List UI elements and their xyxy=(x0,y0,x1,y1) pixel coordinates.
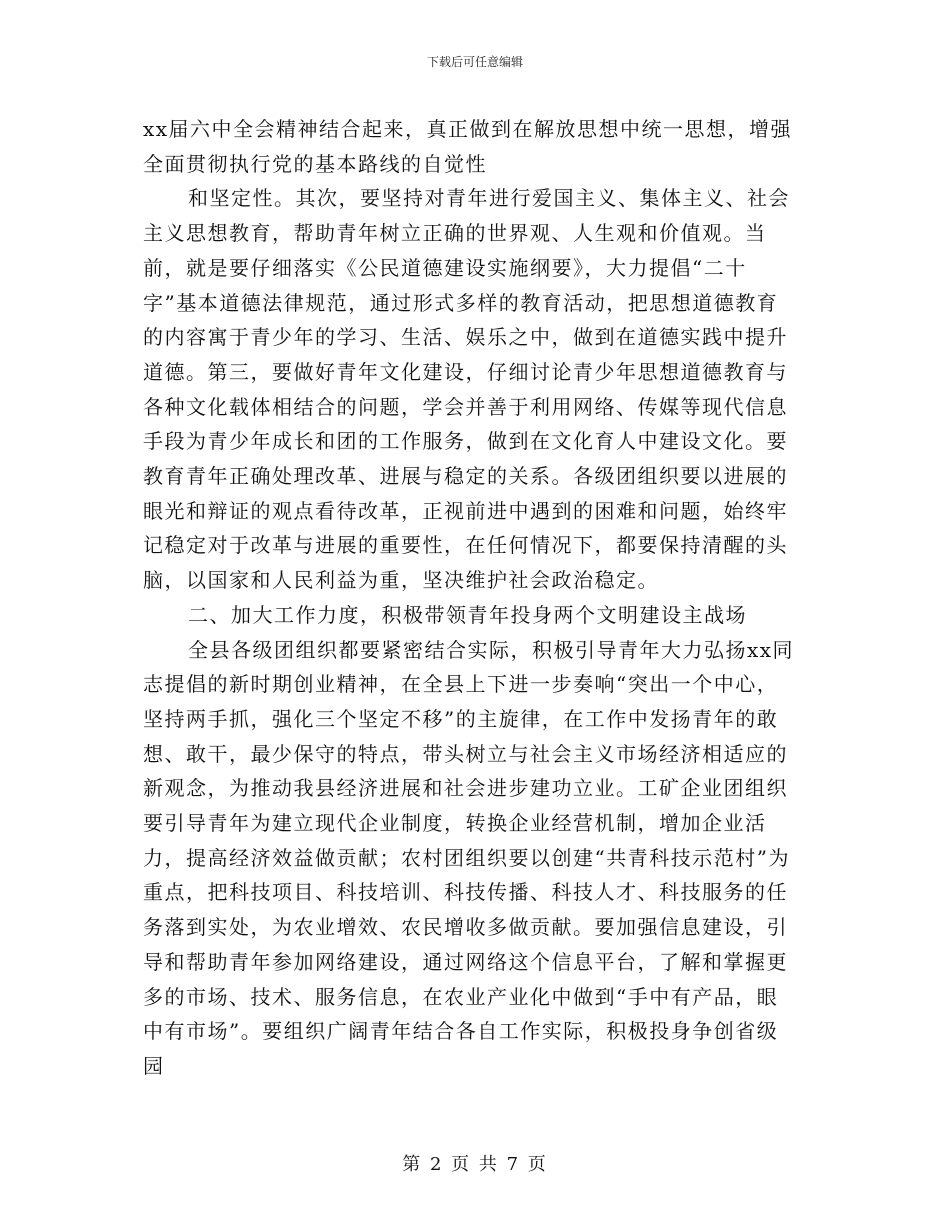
paragraph-2: 和坚定性。其次，要坚持对青年进行爱国主义、集体主义、社会主义思想教育，帮助青年树立正确的世界观、人生观和价值观。当前，就是要仔细落实《公民道德建设实施纲要》，大力提倡“二十字”基本道德法律规范，通过形式多样的教育活动，把思想道德教育的内容寓于青少年的学习、生活、娱乐之中，做到在道德实践中提升道德。第三，要做好青年文化建设，仔细讨论青少年思想道德教育与各种文化载体相结合的问题，学会并善于利用网络、传媒等现代信息手段为青少年成长和团的工作服务，做到在文化育人中建设文化。要教育青年正确处理改革、进展与稳定的关系。各级团组织要以进展的眼光和辩证的观点看待改革，正视前进中遇到的困难和问题，始终牢记稳定对于改革与进展的重要性，在任何情况下，都要保持清醒的头脑，以国家和人民利益为重，坚决维护社会政治稳定。 xyxy=(143,186,790,593)
page-number-footer: 第 2 页 共 7 页 xyxy=(402,1154,548,1175)
section-heading: 二、加大工作力度，积极带领青年投身两个文明建设主战场 xyxy=(188,602,747,627)
page-header: 下载后可任意编辑 xyxy=(426,55,523,69)
paragraph-1: xx届六中全会精神结合起来，真正做到在解放思想中统一思想，增强全面贯彻执行党的基本路线的自觉性 xyxy=(143,117,793,176)
document-body xyxy=(143,112,798,1084)
paragraph-3: 全县各级团组织都要紧密结合实际，积极引导青年大力弘扬xx同志提倡的新时期创业精神，在全县上下进一步奏响“突出一个中心，坚持两手抓，强化三个坚定不移”的主旋律，在工作中发扬青年的敢想、敢干，最少保守的特点，带头树立与社会主义市场经济相适应的新观念，为推动我县经济进展和社会进步建功立业。工矿企业团组织要引导青年为建立现代企业制度，转换企业经营机制，增加企业活力，提高经济效益做贡献；农村团组织要以创建“共青科技示范村”为重点，把科技项目、科技培训、科技传播、科技人才、科技服务的任务落到实处，为农业增效、农民增收多做贡献。要加强信息建设，引导和帮助青年参加网络建设，通过网络这个信息平台，了解和掌握更多的市场、技术、服务信息，在农业产业化中做到“手中有产品，眼中有市场”。要组织广阔青年结合各自工作实际，积极投身争创省级园 xyxy=(143,637,795,1078)
